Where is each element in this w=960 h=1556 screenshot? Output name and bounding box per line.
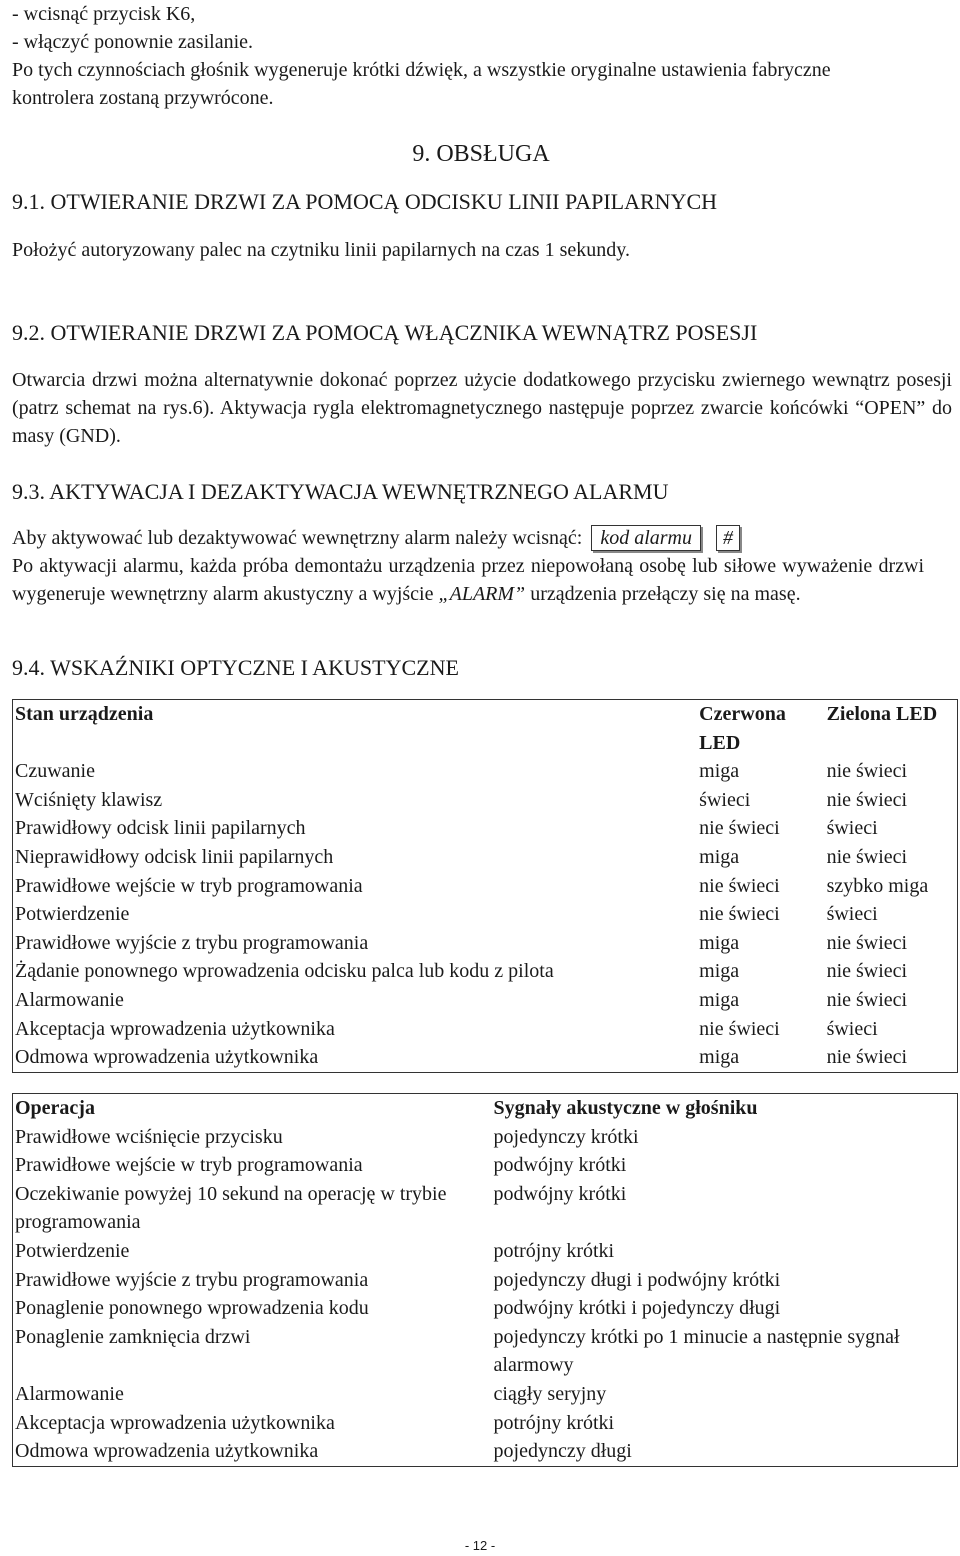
table-cell: nie świeci [699,817,780,840]
table-row [13,1380,958,1409]
table-cell: Prawidłowe wciśnięcie przycisku [15,1125,283,1148]
table-cell: Alarmowanie [15,1382,124,1405]
table-cell: Prawidłowe wejście w tryb programowania [15,874,363,897]
table-cell: miga [699,845,740,868]
table-cell: miga [699,960,740,983]
s93-instruction-text: Aby aktywować lub dezaktywować wewnętrzny alarm należy wcisnąć: [12,527,583,549]
table-cell: nie świeci [826,760,908,783]
table-cell: świeci [826,903,878,926]
page-number [0,1538,960,1554]
table-cell: świeci [826,1017,878,1040]
table-row [13,986,958,1015]
s93-instruction [12,524,740,552]
table-cell: szybko miga [826,874,929,897]
table-cell: pojedynczy długi [493,1440,632,1463]
sound-table-body [13,1123,958,1467]
led-table-body [13,757,958,1072]
table-cell: ciągły seryjny [493,1382,607,1405]
table-cell: Akceptacja wprowadzenia użytkownika [15,1411,335,1434]
table-cell: pojedynczy krótki po 1 minucie a następnie sygnał alarmowy [493,1325,900,1377]
table-cell: nie świeci [826,1046,908,1069]
section-title: 9. OBSŁUGA [412,141,550,167]
table-row [13,1409,958,1438]
header-device-state: Stan urządzenia [15,703,154,725]
table-cell: świeci [826,817,878,840]
table-row [13,1043,958,1072]
table-cell: nie świeci [826,845,908,868]
sound-signal-table [12,1093,958,1467]
s91-heading: 9.1. OTWIERANIE DRZWI ZA POMOCĄ ODCISKU LINII PAPILARNYCH [12,189,717,214]
table-cell: podwójny krótki i pojedynczy długi [493,1297,781,1320]
header-green-led: Zielona LED [826,703,938,725]
table-cell: Żądanie ponownego wprowadzenia odcisku palca lub kodu z pilota [15,960,554,983]
s93-text-part-b: urządzenia przełączy się na masę. [525,583,801,605]
table-cell: nie świeci [826,960,908,983]
table-row [13,872,958,901]
table-cell: Odmowa wprowadzenia użytkownika [15,1046,319,1069]
header-operation: Operacja [15,1097,95,1119]
table-cell: miga [699,931,740,954]
table-cell: nie świeci [699,874,780,897]
table-cell: świeci [699,788,751,811]
header-red-led: Czerwona LED [699,703,786,754]
table-row [13,1323,958,1380]
table-cell: pojedynczy krótki [493,1125,639,1148]
table-row [13,1237,958,1266]
table-cell: Prawidłowe wyjście z trybu programowania [15,931,369,954]
table-cell: Ponaglenie ponownego wprowadzenia kodu [15,1297,369,1320]
table-row [13,1180,958,1237]
table-cell: pojedynczy długi i podwójny krótki [493,1268,781,1291]
table-cell: miga [699,1046,740,1069]
table-row [13,786,958,815]
table-row [13,1266,958,1295]
s93-text [12,552,924,608]
table-cell: Prawidłowy odcisk linii papilarnych [15,817,306,840]
header-sound-signal: Sygnały akustyczne w głośniku [493,1097,758,1119]
s91-text: Położyć autoryzowany palec na czytniku linii papilarnych na czas 1 sekundy. [12,239,630,261]
s94-heading: 9.4. WSKAŹNIKI OPTYCZNE I AKUSTYCZNE [12,655,459,680]
table-row [13,843,958,872]
table-row [13,1151,958,1180]
table-cell: nie świeci [826,788,908,811]
intro-line-2: - włączyć ponownie zasilanie. [12,31,254,53]
table-row [13,929,958,958]
intro-line-1: - wcisnąć przycisk K6, [12,3,196,25]
key-alarm-code: kod alarmu [591,525,701,551]
table-row [13,900,958,929]
led-indicator-table [12,699,958,1073]
table-cell: podwójny krótki [493,1154,627,1177]
s93-heading: 9.3. AKTYWACJA I DEZAKTYWACJA WEWNĘTRZNEGO ALARMU [12,479,669,504]
table-cell: Potwierdzenie [15,903,130,926]
table-cell: Prawidłowe wejście w tryb programowania [15,1154,363,1177]
table-header-row [13,1094,958,1123]
table-cell: miga [699,988,740,1011]
table-row [13,957,958,986]
key-hash: # [716,525,740,551]
table-cell: miga [699,760,740,783]
table-header-row [13,700,958,758]
alarm-output-name: „ALARM” [438,583,526,605]
table-cell: Ponaglenie zamknięcia drzwi [15,1325,251,1348]
table-row [13,757,958,786]
table-cell: nie świeci [826,988,908,1011]
table-cell: Akceptacja wprowadzenia użytkownika [15,1017,335,1040]
table-row [13,814,958,843]
table-row [13,1294,958,1323]
table-cell: Prawidłowe wyjście z trybu programowania [15,1268,369,1291]
table-cell: Alarmowanie [15,988,124,1011]
table-cell: podwójny krótki [493,1182,627,1205]
s93-text-part-a: Po aktywacji alarmu, każda próba demontażu urządzenia przez niepowołaną osobę lub siłowe wyważenie drzwi wygeneruje wewnętrzny alarm akustyczny a wyjście [12,555,924,605]
table-cell: Oczekiwanie powyżej 10 sekund na operację w trybie programowania [15,1182,447,1234]
table-cell: nie świeci [699,903,780,926]
intro-paragraph: Po tych czynnościach głośnik wygeneruje krótki dźwięk, a wszystkie oryginalne ustawienia fabryczne kontrolera zostaną przywrócone. [12,59,831,109]
page-number-text: - 12 - [464,1538,496,1553]
table-cell: Potwierdzenie [15,1239,130,1262]
table-cell: nie świeci [699,1017,780,1040]
table-row [13,1437,958,1466]
table-row [13,1123,958,1152]
s92-text: Otwarcia drzwi można alternatywnie dokonać poprzez użycie dodatkowego przycisku zwiernego wewnątrz posesji (patrz schemat na rys.6). Aktywacja rygla elektromagnetycznego następuje poprzez zwarcie końcówki “OPEN” do masy (GND). [12,369,952,447]
table-cell: nie świeci [826,931,908,954]
s92-heading: 9.2. OTWIERANIE DRZWI ZA POMOCĄ WŁĄCZNIKA WEWNĄTRZ POSESJI [12,320,758,345]
table-row [13,1015,958,1044]
table-cell: potrójny krótki [493,1411,615,1434]
table-cell: Nieprawidłowy odcisk linii papilarnych [15,845,334,868]
table-cell: Wciśnięty klawisz [15,788,163,811]
table-cell: potrójny krótki [493,1239,615,1262]
table-cell: Czuwanie [15,760,95,783]
table-cell: Odmowa wprowadzenia użytkownika [15,1440,319,1463]
